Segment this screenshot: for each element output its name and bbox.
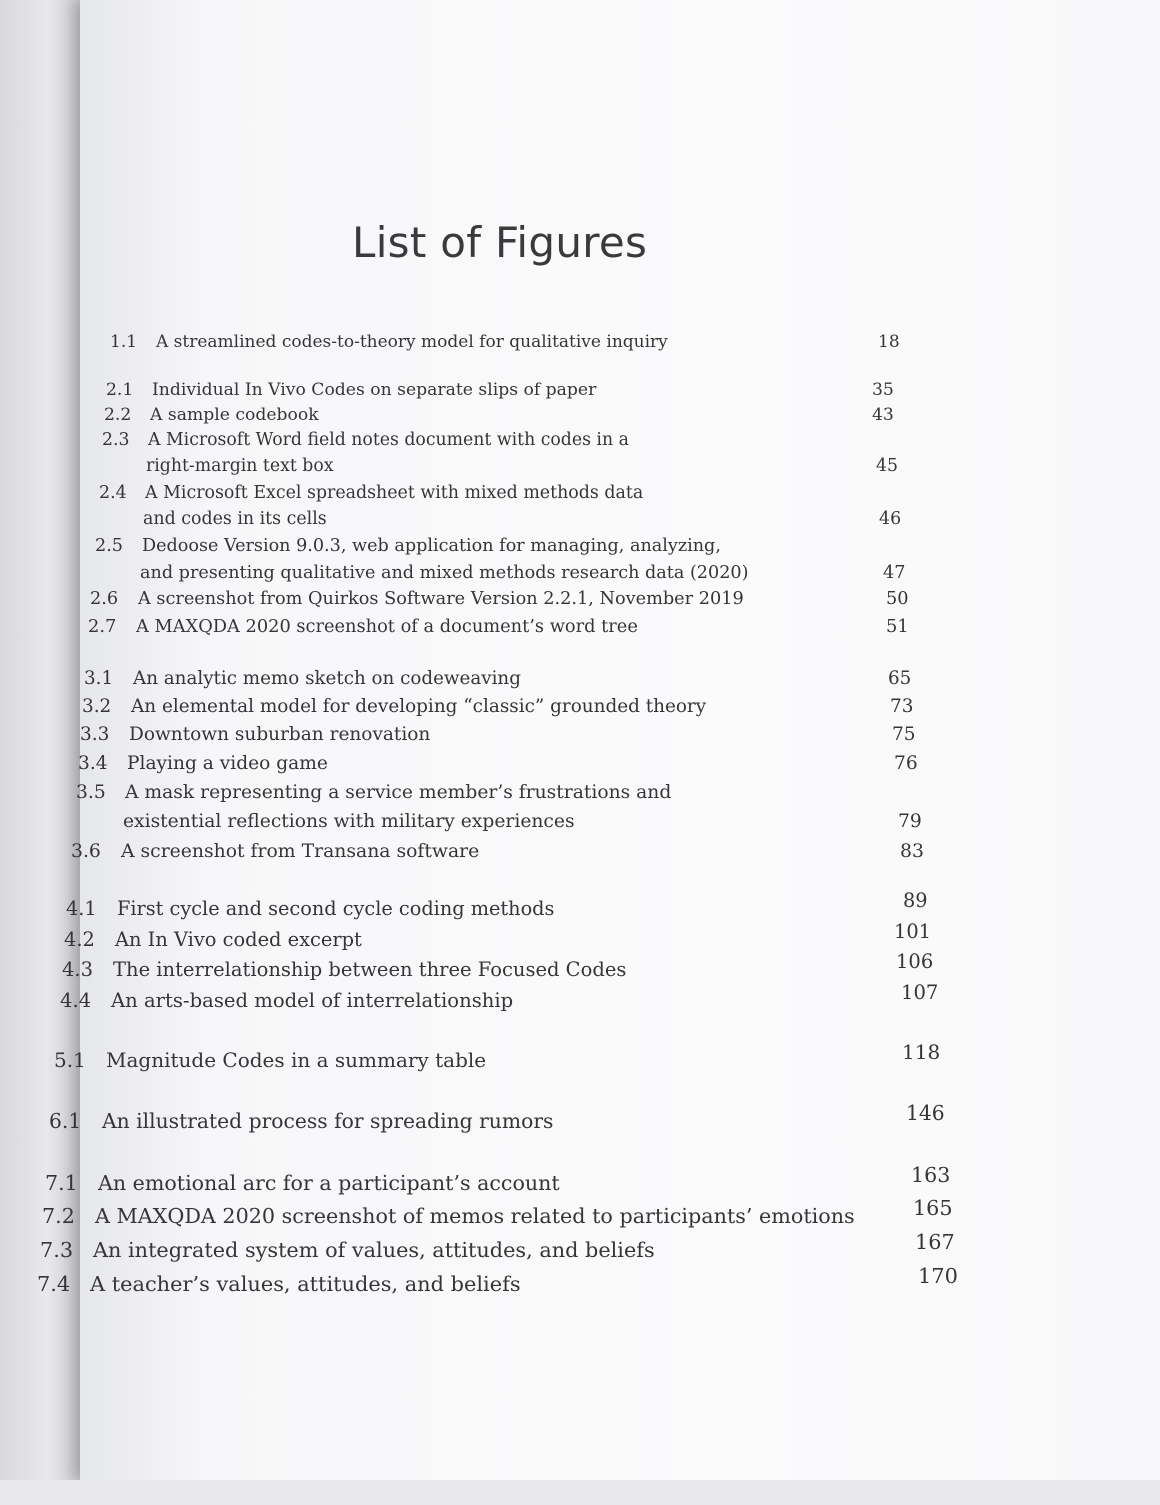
figure-number: 1.1 xyxy=(110,332,138,352)
figure-page-number: 89 xyxy=(903,889,928,912)
figure-page-number: 46 xyxy=(879,509,902,529)
figure-number: 3.1 xyxy=(84,668,114,689)
page-title: List of Figures xyxy=(352,218,648,267)
figure-caption: An In Vivo coded excerpt xyxy=(115,928,362,951)
figure-page-number: 35 xyxy=(872,380,894,400)
figure-number: 7.3 xyxy=(40,1238,74,1262)
figure-page-number: 76 xyxy=(894,753,918,774)
surface-below-page xyxy=(0,1480,1160,1505)
figure-caption: A teacher’s values, attitudes, and beliefs xyxy=(90,1272,521,1296)
figure-number: 2.1 xyxy=(106,380,134,400)
figure-number: 7.2 xyxy=(42,1204,75,1228)
figure-caption: An analytic memo sketch on codeweaving xyxy=(133,668,521,689)
figure-caption-continued: and codes in its cells xyxy=(143,509,327,529)
figure-number: 4.2 xyxy=(64,928,95,951)
figure-caption: Playing a video game xyxy=(127,753,328,774)
figure-number: 2.5 xyxy=(95,536,123,556)
figure-caption: An arts-based model of interrelationship xyxy=(111,989,514,1012)
figure-caption: A screenshot from Transana software xyxy=(121,841,480,862)
figure-caption: A screenshot from Quirkos Software Version 2.2.1, November 2019 xyxy=(138,589,744,609)
figure-page-number: 18 xyxy=(878,332,900,352)
figure-caption: An integrated system of values, attitudes, and beliefs xyxy=(93,1238,655,1262)
figure-caption-continued: and presenting qualitative and mixed methods research data (2020) xyxy=(140,563,749,583)
figure-number: 2.4 xyxy=(99,483,127,503)
figure-caption: A mask representing a service member’s frustrations and xyxy=(125,782,672,803)
figure-caption: The interrelationship between three Focused Codes xyxy=(113,958,627,981)
figure-caption: An emotional arc for a participant’s account xyxy=(98,1171,560,1195)
figure-number: 3.6 xyxy=(71,841,101,862)
figure-page-number: 43 xyxy=(872,405,894,425)
figure-caption: A MAXQDA 2020 screenshot of a document’s word tree xyxy=(136,616,638,637)
figure-caption: A Microsoft Excel spreadsheet with mixed methods data xyxy=(145,483,644,503)
figure-caption: A Microsoft Word field notes document with codes in a xyxy=(148,430,629,450)
figure-page-number: 167 xyxy=(915,1230,955,1254)
figure-number: 7.1 xyxy=(45,1171,78,1195)
figure-number: 2.6 xyxy=(90,589,119,609)
figure-caption-continued: existential reflections with military experiences xyxy=(123,811,575,832)
figure-number: 5.1 xyxy=(54,1048,86,1072)
figure-caption: First cycle and second cycle coding methods xyxy=(117,897,555,920)
figure-number: 3.4 xyxy=(78,753,108,774)
figure-number: 4.3 xyxy=(62,958,94,981)
figure-page-number: 170 xyxy=(918,1264,958,1288)
figure-page-number: 165 xyxy=(913,1196,953,1220)
figure-page-number: 45 xyxy=(876,456,898,476)
figure-page-number: 163 xyxy=(911,1163,951,1187)
figure-caption: A streamlined codes-to-theory model for qualitative inquiry xyxy=(156,332,668,352)
figure-number: 7.4 xyxy=(37,1272,71,1296)
figure-page-number: 79 xyxy=(898,811,922,832)
figure-number: 3.5 xyxy=(76,782,106,803)
figure-page-number: 106 xyxy=(896,950,934,973)
figure-page-number: 65 xyxy=(888,668,912,689)
figure-page-number: 75 xyxy=(892,724,916,745)
figure-number: 4.4 xyxy=(60,989,92,1012)
figure-caption: An illustrated process for spreading rumors xyxy=(102,1109,554,1133)
figure-caption: Dedoose Version 9.0.3, web application for managing, analyzing, xyxy=(142,536,721,556)
figure-caption: A MAXQDA 2020 screenshot of memos related to participants’ emotions xyxy=(95,1204,855,1228)
figure-number: 4.1 xyxy=(66,897,97,920)
figure-number: 2.2 xyxy=(104,405,132,425)
figure-page-number: 47 xyxy=(883,563,906,583)
figure-number: 2.7 xyxy=(88,616,117,637)
figure-caption: A sample codebook xyxy=(150,405,319,425)
figure-number: 6.1 xyxy=(49,1109,82,1133)
figure-page-number: 50 xyxy=(886,589,909,609)
figure-page-number: 51 xyxy=(886,616,909,637)
figure-page-number: 73 xyxy=(890,696,914,717)
figure-page-number: 101 xyxy=(894,920,932,943)
figure-number: 3.3 xyxy=(80,724,110,745)
figure-caption: Magnitude Codes in a summary table xyxy=(106,1048,487,1072)
figure-page-number: 146 xyxy=(906,1101,945,1125)
figure-caption: An elemental model for developing “classic” grounded theory xyxy=(131,696,707,717)
figure-caption: Downtown suburban renovation xyxy=(129,724,431,745)
figure-page-number: 83 xyxy=(900,841,924,862)
figure-caption-continued: right-margin text box xyxy=(146,456,334,476)
figure-page-number: 118 xyxy=(902,1040,941,1064)
figure-number: 2.3 xyxy=(102,430,130,450)
figure-number: 3.2 xyxy=(82,696,112,717)
figure-caption: Individual In Vivo Codes on separate slips of paper xyxy=(152,380,597,400)
figure-page-number: 107 xyxy=(901,981,939,1004)
